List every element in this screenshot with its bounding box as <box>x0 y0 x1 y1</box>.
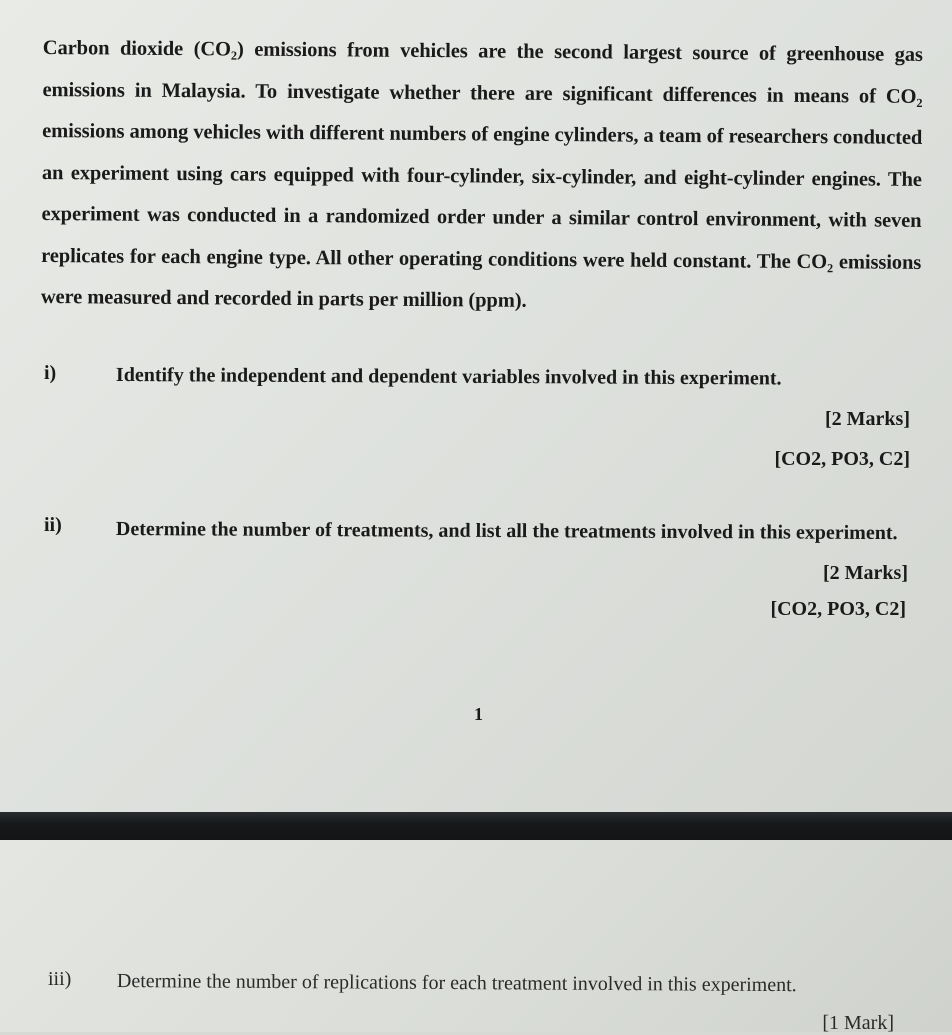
intro-paragraph: Carbon dioxide (CO₂) emissions from vehicles are the second largest source of greenhouse gas emissions in Malaysia. To investigate whether there are significant differences in means of CO₂ emissions among vehicles with different numbers of engine cylinders, a team of researchers conducted an experiment using cars equipped with four-cylinder, six-cylinder, and eight-cylinder engines. The experiment was conducted in a randomized order under a similar control environment, with seven replicates for each engine type. All other operating conditions were held constant. The CO₂ emissions were measured and recorded in parts per million (ppm). <box>40 36 923 312</box>
question-ii-codes: [CO2, PO3, C2] <box>770 598 906 620</box>
question-i-text: Identify the independent and dependent variables involved in this experiment. <box>115 364 782 390</box>
question-iii-marks: [1 Mark] <box>822 1012 894 1034</box>
question-iii-text: Determine the number of replications for each treatment involved in this experiment. <box>116 970 797 997</box>
question-i-label: i) <box>44 362 57 384</box>
question-ii-text: Determine the number of treatments, and list all the treatments involved in this experiment. <box>115 518 898 545</box>
question-ii-marks: [2 Marks] <box>823 562 908 584</box>
question-i-marks: [2 Marks] <box>825 408 910 430</box>
exam-page-bottom <box>0 840 952 1032</box>
page-number: 1 <box>474 704 483 724</box>
question-ii-label: ii) <box>44 514 62 536</box>
question-iii-label: iii) <box>48 968 72 990</box>
page-divider <box>0 812 952 840</box>
question-i-codes: [CO2, PO3, C2] <box>774 448 910 470</box>
